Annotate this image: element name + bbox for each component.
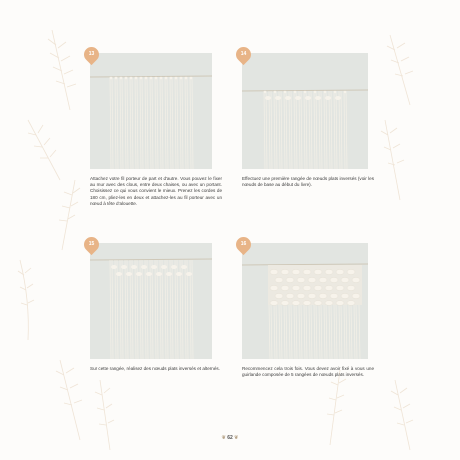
page-footer [200,433,260,443]
step-13-photo [90,53,212,169]
step-16 [242,243,377,413]
step-15-photo [90,243,212,359]
step-number-badge: 14 [233,44,254,65]
step-14-photo [242,53,368,169]
step-14 [242,53,377,223]
step-14-caption: Effectuez une première rangée de nœuds plats inversés (voir les nœuds de base au début du livre). [242,176,374,188]
page-number: 62 [227,435,233,441]
step-13 [90,53,225,223]
ornament-right-icon: ❦ [234,435,239,441]
step-16-photo [242,243,368,359]
step-number-badge: 16 [233,234,254,255]
macrame-photo-15 [90,243,212,359]
step-13-caption: Attachez votre fil porteur de part et d'autre. Vous pouvez le fixer au mur avec des clous, entre deux chaises, ou avec un portant. Choisissez ce qui vous convient le mieux. Prenez les cordes de 180 cm, pliez-les en deux et attachez-les au fil porteur avec un nœud à tête d'alouette. [90,176,222,206]
step-15 [90,243,225,413]
ornament-left-icon: ❦ [221,435,226,441]
macrame-photo-16 [242,243,368,359]
step-15-caption: Sur cette rangée, réalisez des nœuds plats inversés et alternés. [90,366,220,371]
step-number-badge: 15 [81,234,102,255]
macrame-photo-14 [242,53,368,169]
step-16-caption: Recommencez cela trois fois. Vous devez avoir fixé à vous une guirlande composée de 5 rangées de nœuds plats inversés. [242,366,374,378]
step-number-badge: 13 [81,44,102,65]
macrame-photo-13 [90,53,212,169]
